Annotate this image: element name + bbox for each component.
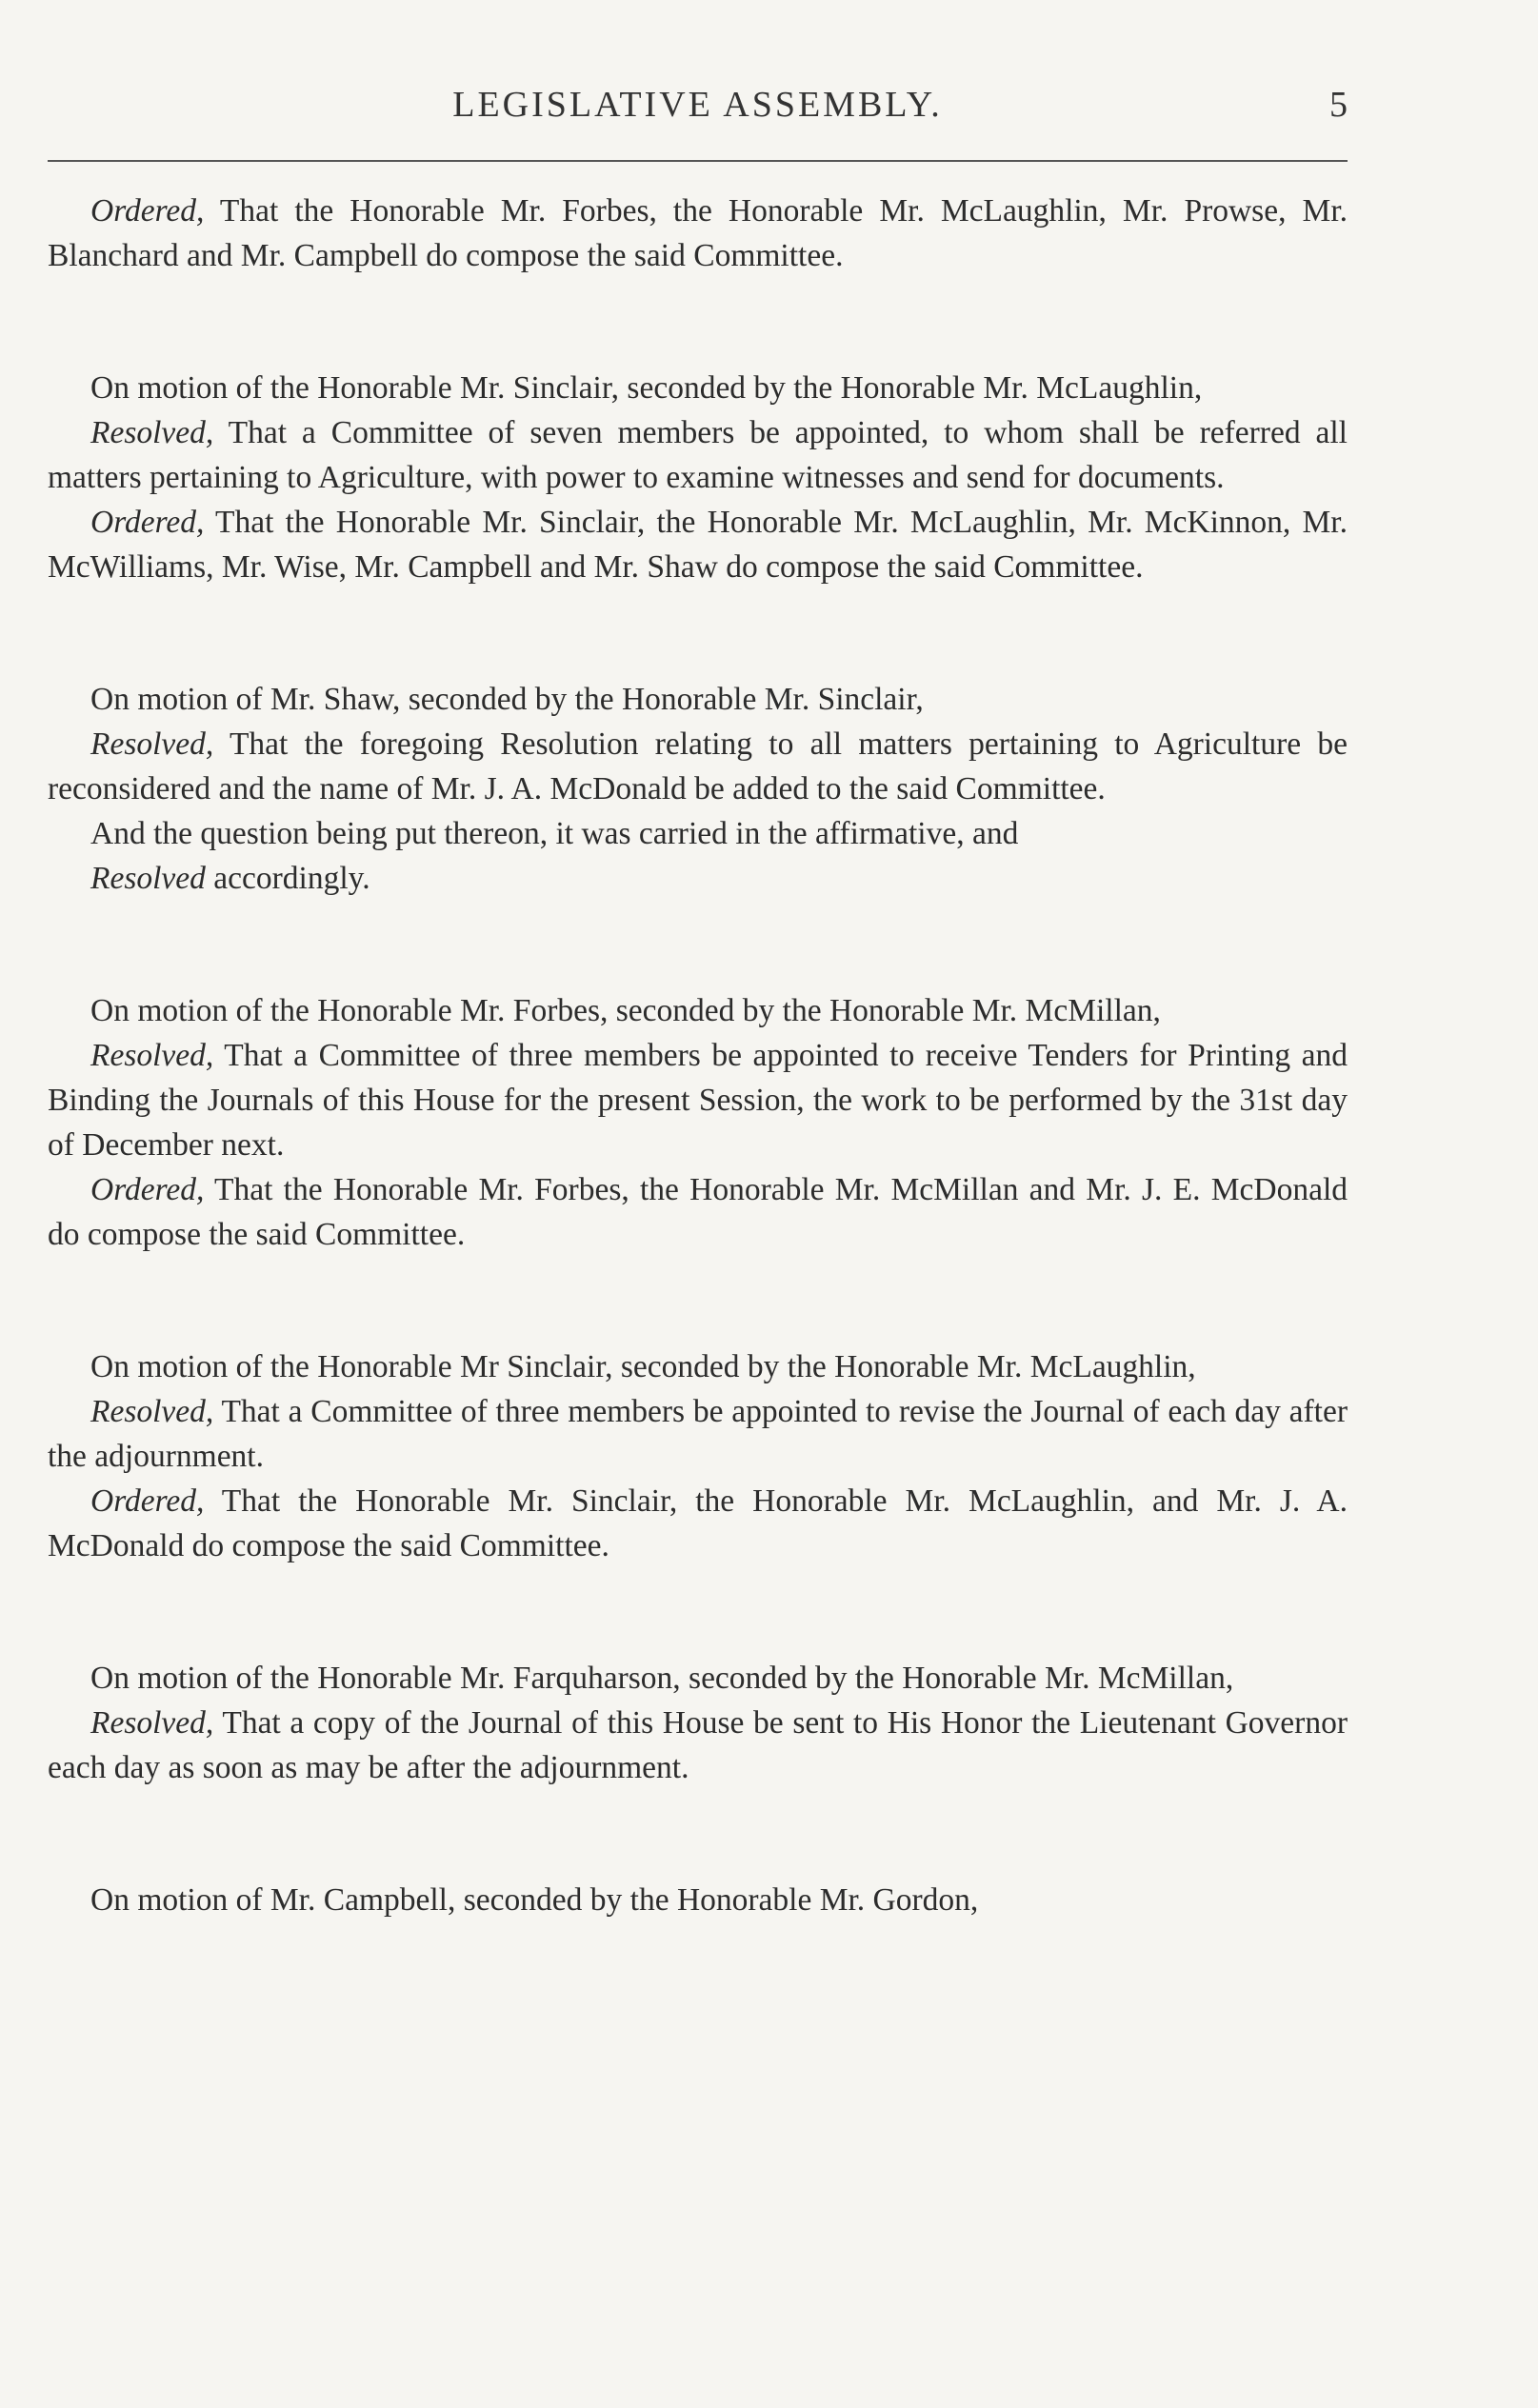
entry-journal-revision: [48, 1344, 1348, 1568]
order-line: [48, 500, 1348, 589]
resolution-line: [48, 1389, 1348, 1479]
keyword: Resolved: [90, 861, 206, 896]
motion-line: [48, 1344, 1348, 1389]
motion-line: [48, 677, 1348, 722]
resolution-line: [48, 1033, 1348, 1167]
motion-line: [48, 1878, 1348, 1922]
question-line: [48, 811, 1348, 856]
resolution-text: accordingly.: [205, 861, 370, 896]
motion-line: [48, 366, 1348, 410]
order-text: That the Honorable Mr. Forbes, the Honorable Mr. McLaughlin, Mr. Prowse, Mr. Blanchard and Mr. Campbell do compose the said Committee.: [48, 193, 1348, 273]
entry-committee-forbes: [48, 189, 1348, 278]
entry-journal-copy: [48, 1656, 1348, 1790]
order-text: That the Honorable Mr. Sinclair, the Honorable Mr. McLaughlin, and Mr. J. A. McDonald do compose the said Committee.: [48, 1483, 1348, 1563]
motion-text: On motion of Mr. Campbell, seconded by the Honorable Mr. Gordon,: [90, 1882, 979, 1918]
order-text: That the Honorable Mr. Forbes, the Honorable Mr. McMillan and Mr. J. E. McDonald do compose the said Committee.: [48, 1172, 1348, 1252]
resolution-text: That a Committee of three members be appointed to receive Tenders for Printing and Binding the Journals of this House for the present Session, the work to be performed by the 31st day of December next.: [48, 1038, 1348, 1163]
entry-reconsideration: [48, 677, 1348, 901]
order-line: [48, 1479, 1348, 1568]
motion-text: On motion of the Honorable Mr. Farquharson, seconded by the Honorable Mr. McMillan,: [90, 1661, 1234, 1696]
keyword: Resolved,: [90, 726, 214, 762]
keyword: Ordered,: [90, 193, 205, 229]
motion-line: [48, 1656, 1348, 1701]
order-text: That the Honorable Mr. Sinclair, the Honorable Mr. McLaughlin, Mr. McKinnon, Mr. McWilliams, Mr. Wise, Mr. Campbell and Mr. Shaw do compose the said Committee.: [48, 505, 1348, 585]
question-text: And the question being put thereon, it was carried in the affirmative, and: [90, 816, 1019, 851]
keyword: Resolved,: [90, 1038, 214, 1073]
page-header: [48, 84, 1348, 141]
motion-text: On motion of the Honorable Mr. Sinclair, seconded by the Honorable Mr. McLaughlin,: [90, 370, 1203, 406]
resolution-line: [48, 722, 1348, 811]
resolution-text: That the foregoing Resolution relating to all matters pertaining to Agriculture be reconsidered and the name of Mr. J. A. McDonald be added to the said Committee.: [48, 726, 1348, 806]
header-rule: [48, 160, 1348, 162]
resolution-text: That a Committee of three members be appointed to revise the Journal of each day after the adjournment.: [48, 1394, 1348, 1474]
motion-line: [48, 988, 1348, 1033]
page-number: 5: [1329, 85, 1348, 125]
resolution-text: That a Committee of seven members be appointed, to whom shall be referred all matters pertaining to Agriculture, with power to examine witnesses and send for documents.: [48, 415, 1348, 495]
resolution-line: [48, 1701, 1348, 1790]
entry-agriculture-committee: [48, 366, 1348, 589]
motion-text: On motion of the Honorable Mr Sinclair, seconded by the Honorable Mr. McLaughlin,: [90, 1349, 1196, 1384]
journal-body: [48, 189, 1348, 1922]
resolution-line: [48, 856, 1348, 901]
keyword: Resolved,: [90, 1705, 214, 1741]
resolution-line: [48, 410, 1348, 500]
keyword: Resolved,: [90, 1394, 214, 1429]
keyword: Ordered,: [90, 505, 205, 540]
resolution-text: That a copy of the Journal of this House be sent to His Honor the Lieutenant Governor each day as soon as may be after the adjournment.: [48, 1705, 1348, 1785]
keyword: Ordered,: [90, 1172, 205, 1207]
keyword: Ordered,: [90, 1483, 205, 1519]
entry-printing-tenders: [48, 988, 1348, 1257]
motion-text: On motion of Mr. Shaw, seconded by the Honorable Mr. Sinclair,: [90, 682, 924, 717]
order-line: [48, 1167, 1348, 1257]
order-line: [48, 189, 1348, 278]
entry-campbell-motion: [48, 1878, 1348, 1922]
motion-text: On motion of the Honorable Mr. Forbes, seconded by the Honorable Mr. McMillan,: [90, 993, 1161, 1028]
running-title: LEGISLATIVE ASSEMBLY.: [452, 85, 943, 125]
keyword: Resolved,: [90, 415, 214, 450]
